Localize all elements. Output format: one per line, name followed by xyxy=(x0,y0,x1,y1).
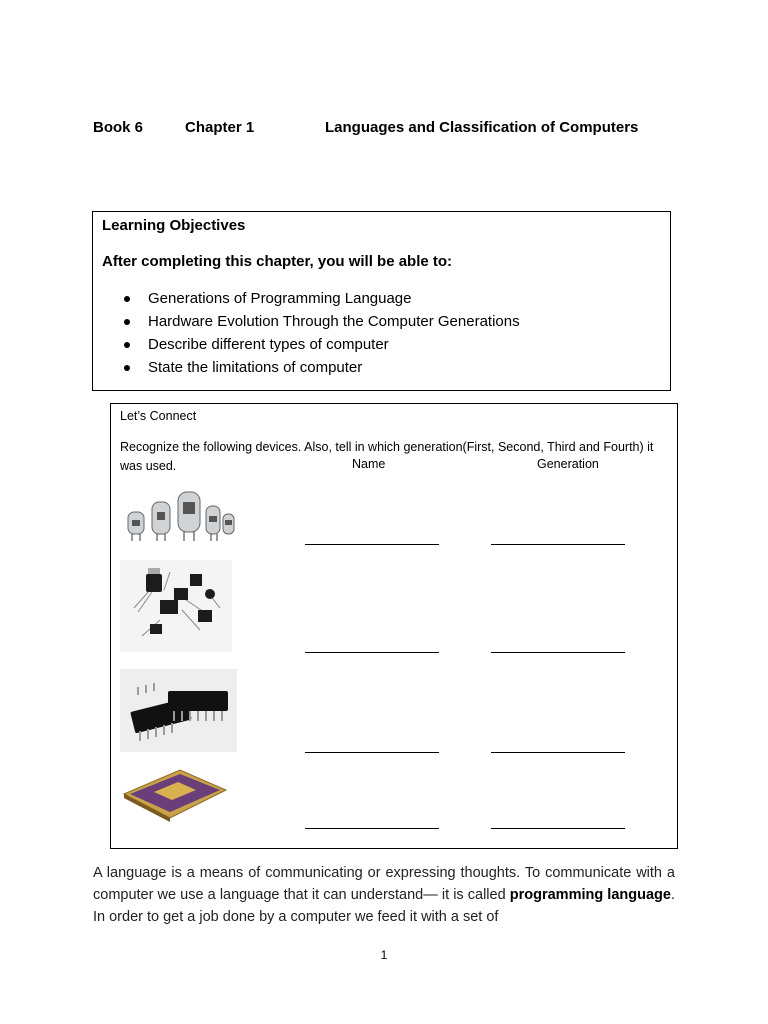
body-paragraph: A language is a means of communicating or expressing thoughts. To communicate with a computer we use a language that it can understand— it is called programming language. In order to get a job done by a computer we feed it with a set of xyxy=(93,865,675,925)
book-label: Book 6 xyxy=(93,119,144,136)
microprocessor-image xyxy=(120,768,228,826)
name-blank-1[interactable] xyxy=(305,544,439,545)
generation-blank-3[interactable] xyxy=(491,752,625,753)
chapter-title: Languages and Classification of Computers xyxy=(325,119,639,136)
name-blank-4[interactable] xyxy=(305,828,439,829)
transistors-image xyxy=(120,560,232,652)
chapter-label: Chapter 1 xyxy=(185,119,255,136)
integrated-circuits-image xyxy=(120,669,237,752)
generation-blank-1[interactable] xyxy=(491,544,625,545)
generation-blank-2[interactable] xyxy=(491,652,625,653)
objective-item: Generations of Programming Language xyxy=(102,289,520,312)
bullet-icon xyxy=(124,296,130,302)
name-column-label: Name xyxy=(352,457,386,471)
objective-item: Hardware Evolution Through the Computer Generations xyxy=(102,312,520,335)
objectives-list xyxy=(102,289,520,381)
bullet-icon xyxy=(124,342,130,348)
bullet-icon xyxy=(124,365,130,371)
page-number: 1 xyxy=(380,948,388,962)
objective-item: Describe different types of computer xyxy=(102,335,520,358)
vacuum-tubes-image xyxy=(120,488,238,544)
learning-objectives-box xyxy=(92,211,671,391)
objectives-subtitle: After completing this chapter, you will be able to: xyxy=(102,253,453,270)
name-blank-3[interactable] xyxy=(305,752,439,753)
connect-title: Let’s Connect xyxy=(120,409,197,423)
generation-blank-4[interactable] xyxy=(491,828,625,829)
lets-connect-box xyxy=(110,403,678,849)
generation-column-label: Generation xyxy=(537,457,599,471)
objective-item: State the limitations of computer xyxy=(102,358,520,381)
name-blank-2[interactable] xyxy=(305,652,439,653)
connect-instruction: Recognize the following devices. Also, tell in which generation(First, Second, Third and Fourth) it was used. xyxy=(120,440,654,473)
bullet-icon xyxy=(124,319,130,325)
bold-term: programming language xyxy=(509,887,671,903)
objectives-title: Learning Objectives xyxy=(102,217,246,234)
